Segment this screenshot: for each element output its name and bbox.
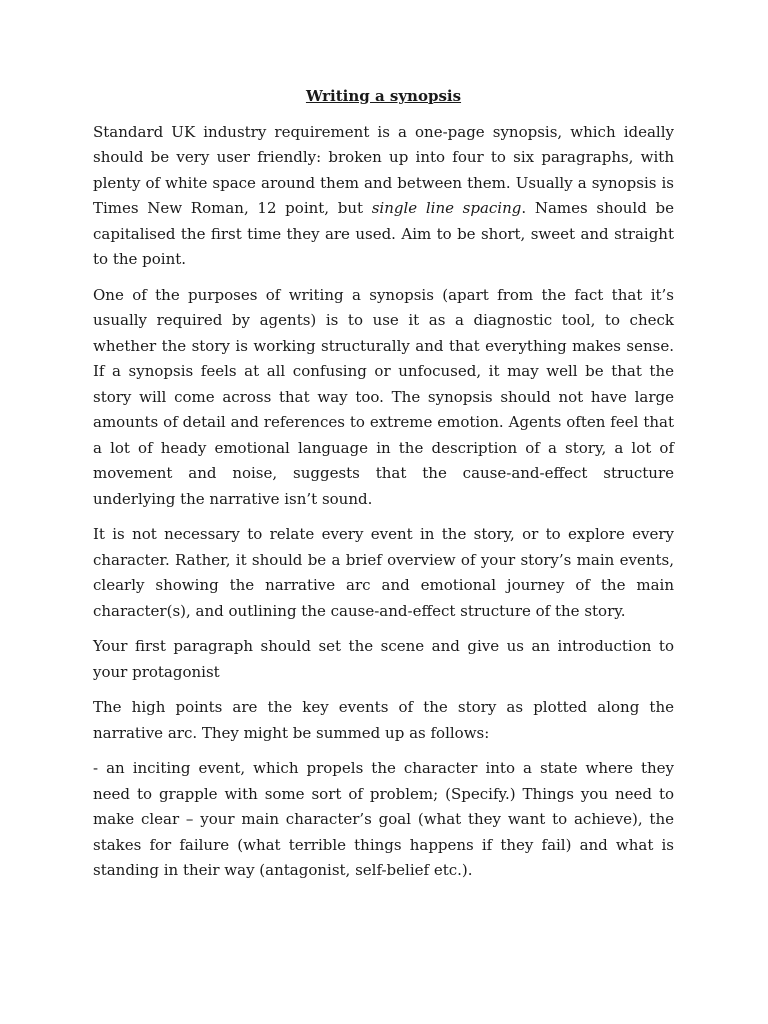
paragraph-first: Your first paragraph should set the scene and give us an introduction to your protagonist [93, 637, 674, 681]
paragraph-formatting-text-1: Standard UK industry requirement is a one-page synopsis, which ideally should be very user friendly: broken up into four to six paragraphs, with plenty of white space around them and between them. Usually a synopsis is Times New Roman, 12 point, but [93, 122, 674, 217]
paragraph-high-points: The high points are the key events of the story as plotted along the narrative arc. They might be summed up as follows: [93, 698, 674, 742]
paragraph-formatting-text-2: . Names should be capitalised the first time they are used. Aim to be short, sweet and straight to the point. [93, 199, 674, 268]
paragraph-inciting-event: - an inciting event, which propels the character into a state where they need to grapple with some sort of problem; (Specify.) Things you need to make clear – your main character’s goal (what they want to achieve), the stakes for failure (what terrible things happens if they fail) and what is standing in their way (antagonist, self-belief etc.). [93, 759, 674, 879]
paragraph-purpose: One of the purposes of writing a synopsis (apart from the fact that it’s usually required by agents) is to use it as a diagnostic tool, to check whether the story is working structurally and that everything makes sense. If a synopsis feels at all confusing or unfocused, it may well be that the story will come across that way too. The synopsis should not have large amounts of detail and references to extreme emotion. Agents often feel that a lot of heady emotional language in the description of a story, a lot of movement and noise, suggests that the cause-and-effect structure underlying the narrative isn’t sound. [93, 285, 674, 508]
document-page [93, 84, 674, 894]
paragraph-formatting [93, 120, 674, 273]
document-title: Writing a synopsis [305, 87, 462, 105]
italic-line-spacing: single line spacing [371, 199, 522, 217]
paragraph-overview: It is not necessary to relate every event in the story, or to explore every character. Rather, it should be a brief overview of your story’s main events, clearly showing the narrative arc and emotional journey of the main character(s), and outlining the cause-and-effect structure of the story. [93, 525, 674, 620]
